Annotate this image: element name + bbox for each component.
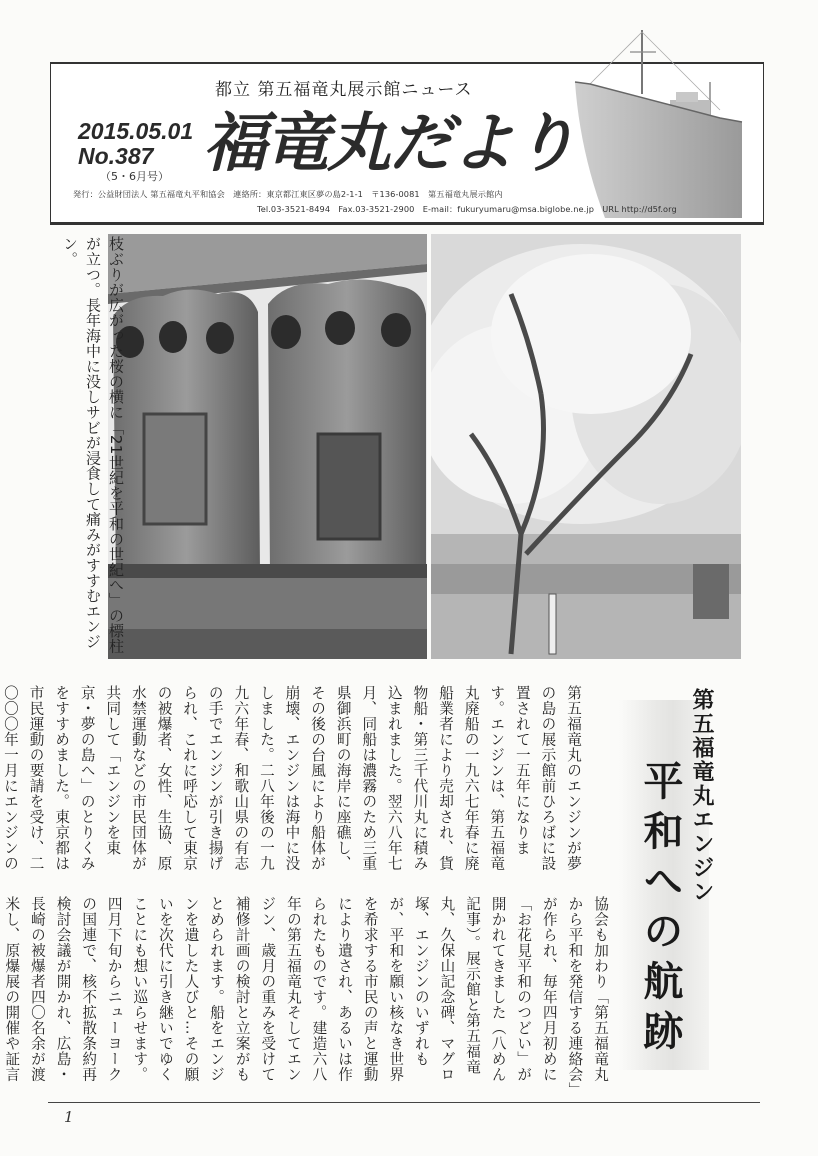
publisher-info: 発行：公益財団法人 第五福竜丸平和協会 連絡所：東京都江東区夢の島2-1-1 〒136-0081 第五福竜丸展示館内 bbox=[73, 189, 503, 199]
engine-photo bbox=[108, 234, 427, 659]
ship-silhouette-icon bbox=[570, 22, 745, 218]
newsletter-subtitle: 都立 第五福竜丸展示館ニュース bbox=[215, 80, 473, 100]
footer-rule bbox=[48, 1102, 760, 1103]
issue-months: （5・6月号） bbox=[100, 170, 169, 183]
issue-date: 2015.05.01 bbox=[78, 118, 194, 144]
page-number: 1 bbox=[64, 1108, 74, 1126]
contact-info: Tel.03-3521-8494 Fax.03-3521-2900 E-mail：fukuryumaru@msa.biglobe.ne.jp URL http://d5f.org bbox=[257, 204, 677, 214]
issue-number: No.387 bbox=[78, 143, 154, 169]
newsletter-title: 福竜丸だより bbox=[203, 106, 575, 181]
feature-headline: 平和への航跡 bbox=[637, 760, 684, 1060]
article-body-upper: 第五福竜丸のエンジンが夢の島の展示館前ひろばに設置されて一五年になります。エンジンは、第五福竜丸廃船の一九六七年春に廃船業者により売却され、貨物船・第三千代川丸に積み込まれました。翌六八年七月、同船は濃霧のため三重県御浜町の海岸に座礁し、その後の台風により船体が崩壊、エンジンは海中に没しました。二八年後の一九九六年春、和歌山県の有志の手でエンジンが引き揚げられ、これに呼応して東京の被爆者、女性、生協、原水禁運動などの市民団体が共同して「エンジンを東京・夢の島へ」のとりくみをすすめました。東京都は市民運動の要請を受け、二〇〇〇年一月にエンジンの bbox=[1, 685, 582, 871]
photo-caption: 枝ぶりが広がった桜の横に「21世紀を平和の世紀へ」の標柱が立つ。長年海中に没しサビが浸食して痛みがすすむエンジン。 bbox=[61, 236, 125, 654]
article-body-lower: 協会も加わり「第五福竜丸から平和を発信する連絡会」が作られ、毎年四月初めに「お花見平和のつどい」が開かれてきました（八めん記事）。展示館と第五福竜丸、久保山記念碑、マグロ塚、エンジンのいずれもが、平和を願い核なき世界を希求する市民の声と運動により遺され、あるいは作られたものです。建造六八年の第五福竜丸そしてエンジン、歳月の重みを受けて補修計画の検討と立案がもとめられます。船をエンジンを遺した人びと…その願いを次代に引き継いでゆくことにも想い巡らせます。四月下旬からニューヨークの国連で、核不拡散条約再検討会議が開かれ、広島・長崎の被爆者四〇名余が渡米し、原爆展の開催や証言 bbox=[3, 896, 609, 1091]
cherry-tree-photo bbox=[431, 234, 741, 659]
feature-kicker: 第五福竜丸エンジン bbox=[689, 688, 714, 904]
